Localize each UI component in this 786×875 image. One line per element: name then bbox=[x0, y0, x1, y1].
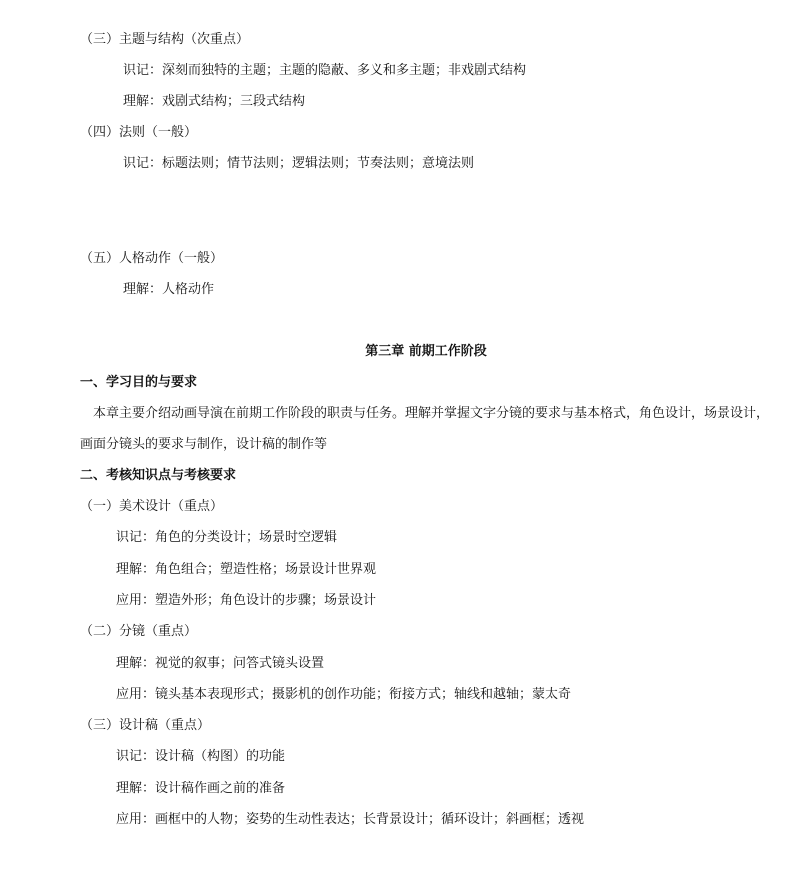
requirement-understand: 理解：角色组合；塑造性格；场景设计世界观 bbox=[116, 562, 377, 577]
requirement-remember: 识记：标题法则；情节法则；逻辑法则；节奏法则；意境法则 bbox=[123, 156, 475, 171]
chapter-title: 第三章 前期工作阶段 bbox=[365, 344, 487, 359]
section-heading-layout: （三）设计稿（重点） bbox=[80, 718, 211, 733]
requirement-apply: 应用：塑造外形；角色设计的步骤；场景设计 bbox=[116, 593, 377, 608]
requirement-understand: 理解：人格动作 bbox=[123, 282, 215, 297]
requirement-remember: 识记：角色的分类设计；场景时空逻辑 bbox=[116, 530, 338, 545]
section-heading-personality-action: （五）人格动作（一般） bbox=[80, 251, 224, 266]
section-heading-storyboard: （二）分镜（重点） bbox=[80, 624, 198, 639]
section-heading-rules: （四）法则（一般） bbox=[80, 125, 198, 140]
requirement-understand: 理解：设计稿作画之前的准备 bbox=[116, 781, 286, 796]
requirement-remember: 识记：深刻而独特的主题；主题的隐蔽、多义和多主题；非戏剧式结构 bbox=[123, 63, 527, 78]
requirement-understand: 理解：戏剧式结构；三段式结构 bbox=[123, 94, 306, 109]
requirement-apply: 应用：画框中的人物；姿势的生动性表达；长背景设计；循环设计；斜画框；透视 bbox=[116, 812, 585, 827]
requirement-apply: 应用：镜头基本表现形式；摄影机的创作功能；衔接方式；轴线和越轴；蒙太奇 bbox=[116, 687, 572, 702]
goals-heading: 一、学习目的与要求 bbox=[80, 375, 198, 390]
section-heading-art-design: （一）美术设计（重点） bbox=[80, 499, 224, 514]
requirement-remember: 识记：设计稿（构图）的功能 bbox=[116, 749, 286, 764]
goals-paragraph: 本章主要介绍动画导演在前期工作阶段的职责与任务。理解并掌握文字分镜的要求与基本格式，角色设计，场景设计，画面分镜头的要求与制作，设计稿的制作等 bbox=[80, 406, 770, 452]
section-heading-theme-structure: （三）主题与结构（次重点） bbox=[80, 32, 250, 47]
exam-points-heading: 二、考核知识点与考核要求 bbox=[80, 468, 237, 483]
requirement-understand: 理解：视觉的叙事；问答式镜头设置 bbox=[116, 656, 325, 671]
